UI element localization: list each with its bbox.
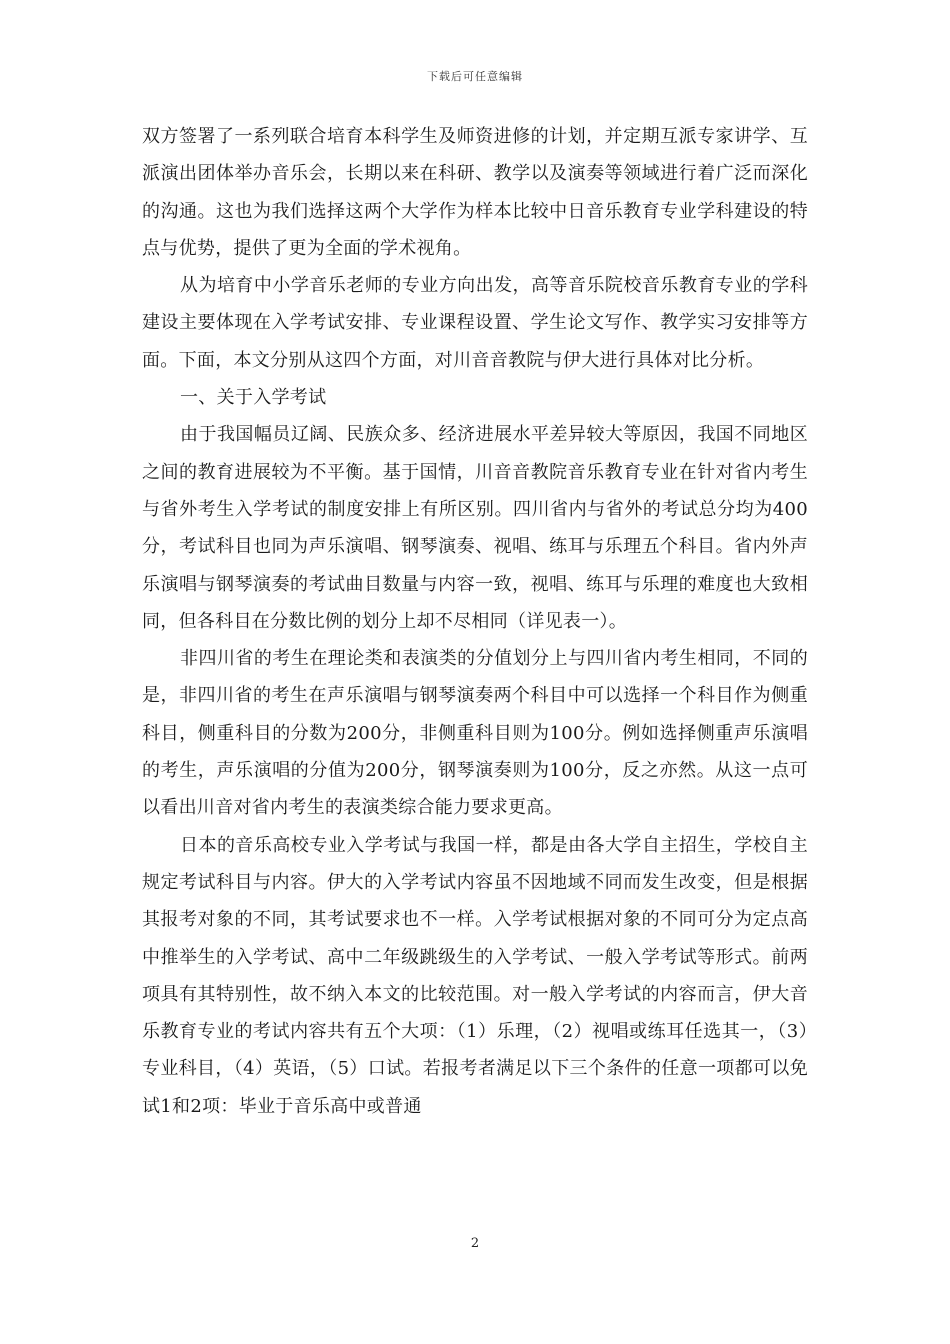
paragraph-3: 由于我国幅员辽阔、民族众多、经济进展水平差异较大等原因，我国不同地区之间的教育进展较为不平衡。基于国情，川音音教院音乐教育专业在针对省内考生与省外考生入学考试的制度安排上有所区别。四川省内与省外的考试总分均为400分，考试科目也同为声乐演唱、钢琴演奏、视唱、练耳与乐理五个科目。省内外声乐演唱与钢琴演奏的考试曲目数量与内容一致，视唱、练耳与乐理的难度也大致相同，但各科目在分数比例的划分上却不尽相同（详见表一）。 [142,424,808,632]
paragraph-5: 日本的音乐高校专业入学考试与我国一样，都是由各大学自主招生，学校自主规定考试科目与内容。伊大的入学考试内容虽不因地域不同而发生改变，但是根据其报考对象的不同，其考试要求也不一样。入学考试根据对象的不同可分为定点高中推举生的入学考试、高中二年级跳级生的入学考试、一般入学考试等形式。前两项具有其特别性，故不纳入本文的比较范围。对一般入学考试的内容而言，伊大音乐教育专业的考试内容共有五个大项：（1）乐理，（2）视唱或练耳任选其一，（3）专业科目，（4）英语，（5）口试。若报考者满足以下三个条件的任意一项都可以免试1和2项：毕业于音乐高中或普通 [142,834,808,1117]
page-number: 2 [470,1236,480,1251]
paragraph-4: 非四川省的考生在理论类和表演类的分值划分上与四川省内考生相同，不同的是，非四川省的考生在声乐演唱与钢琴演奏两个科目中可以选择一个科目作为侧重科目，侧重科目的分数为200分，非侧重科目则为100分。例如选择侧重声乐演唱的考生，声乐演唱的分值为200分，钢琴演奏则为100分，反之亦然。从这一点可以看出川音对省内考生的表演类综合能力要求更高。 [142,648,808,819]
document-body [142,118,808,1125]
paragraph-2: 从为培育中小学音乐老师的专业方向出发，高等音乐院校音乐教育专业的学科建设主要体现在入学考试安排、专业课程设置、学生论文写作、教学实习安排等方面。下面，本文分别从这四个方面，对川音音教院与伊大进行具体对比分析。 [142,275,808,371]
section-heading: 一、关于入学考试 [180,387,327,409]
paragraph-1: 双方签署了一系列联合培育本科学生及师资进修的计划，并定期互派专家讲学、互派演出团体举办音乐会，长期以来在科研、教学以及演奏等领域进行着广泛而深化的沟通。这也为我们选择这两个大学作为样本比较中日音乐教育专业学科建设的特点与优势，提供了更为全面的学术视角。 [142,126,808,259]
page-header: 下载后可任意编辑 [427,70,523,83]
